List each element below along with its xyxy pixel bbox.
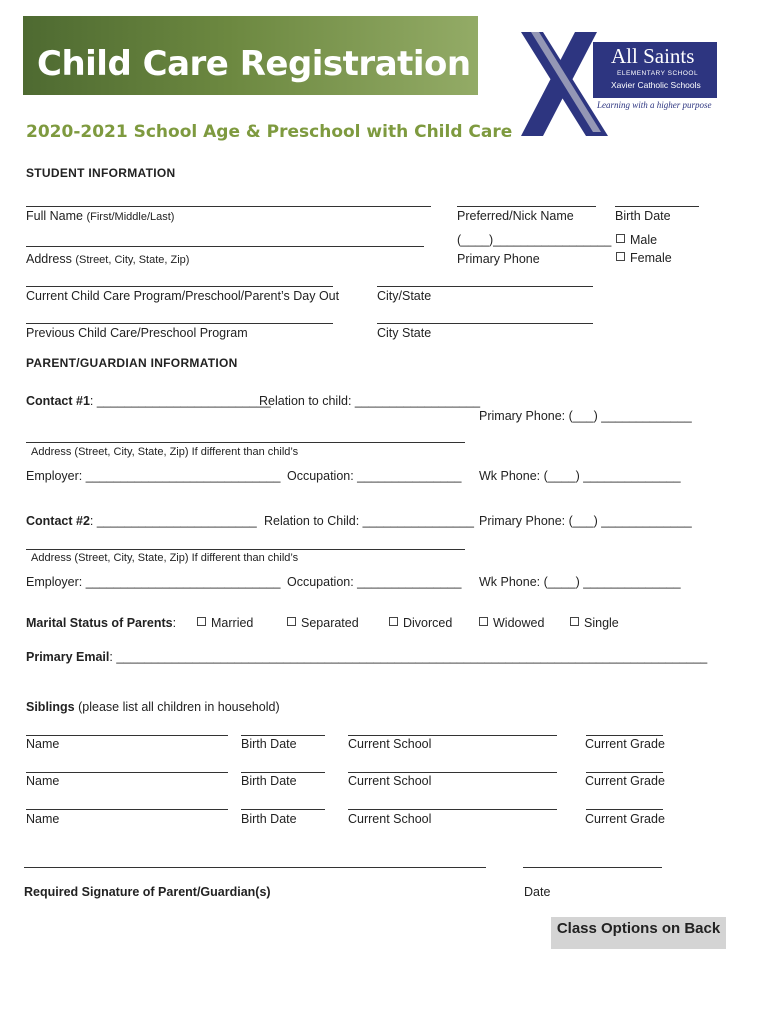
- signature-date-label: Date: [524, 885, 551, 899]
- current-city-state-field[interactable]: [377, 286, 593, 287]
- signature-field[interactable]: [24, 867, 486, 868]
- sibling3-school-field[interactable]: [348, 809, 557, 810]
- previous-program-field[interactable]: [26, 323, 333, 324]
- widowed-checkbox[interactable]: [479, 617, 488, 626]
- contact1-field[interactable]: Contact #1: _________________________: [26, 394, 271, 408]
- parent-section-heading: PARENT/GUARDIAN INFORMATION: [26, 356, 238, 370]
- current-program-label: Current Child Care Program/Preschool/Parent’s Day Out: [26, 289, 340, 303]
- contact2-address-field[interactable]: [26, 549, 465, 550]
- sibling3-grade-field[interactable]: [586, 809, 663, 810]
- female-option[interactable]: Female: [616, 251, 672, 265]
- contact2-employer-field[interactable]: Employer: ____________________________: [26, 575, 281, 589]
- married-checkbox[interactable]: [197, 617, 206, 626]
- female-checkbox[interactable]: [616, 252, 625, 261]
- sibling2-birth-field[interactable]: [241, 772, 325, 773]
- marital-option-widowed[interactable]: Widowed: [479, 616, 544, 630]
- previous-city-state-field[interactable]: [377, 323, 593, 324]
- sibling3-school-label: Current School: [348, 812, 432, 826]
- sibling1-birth-field[interactable]: [241, 735, 325, 736]
- sibling2-grade-label: Current Grade: [585, 774, 665, 788]
- logo-subline: ELEMENTARY SCHOOL: [617, 70, 699, 77]
- contact2-field[interactable]: Contact #2: _______________________: [26, 514, 257, 528]
- contact1-primary-phone-field[interactable]: Primary Phone: (___) _____________: [479, 409, 692, 423]
- sibling1-school-field[interactable]: [348, 735, 557, 736]
- male-option[interactable]: Male: [616, 233, 657, 247]
- logo-org: Xavier Catholic Schools: [611, 80, 701, 90]
- contact2-wk-phone-field[interactable]: Wk Phone: (____) ______________: [479, 575, 681, 589]
- sibling1-birth-label: Birth Date: [241, 737, 297, 751]
- sibling2-school-field[interactable]: [348, 772, 557, 773]
- relation1-field[interactable]: Relation to child: __________________: [259, 394, 481, 408]
- contact1-occupation-field[interactable]: Occupation: _______________: [287, 469, 462, 483]
- preferred-name-label: Preferred/Nick Name: [457, 209, 574, 223]
- form-subtitle: 2020-2021 School Age & Preschool with Child Care: [26, 122, 513, 142]
- sibling2-school-label: Current School: [348, 774, 432, 788]
- primary-phone-label: Primary Phone: [457, 252, 540, 266]
- class-options-button[interactable]: Class Options on Back: [551, 917, 726, 949]
- sibling2-grade-field[interactable]: [586, 772, 663, 773]
- sibling1-name-field[interactable]: [26, 735, 228, 736]
- logo-name: All Saints: [611, 44, 695, 68]
- primary-phone-field[interactable]: (____)_________________: [457, 233, 612, 247]
- contact1-employer-field[interactable]: Employer: ____________________________: [26, 469, 281, 483]
- current-city-state-label: City/State: [377, 289, 432, 303]
- student-section-heading: STUDENT INFORMATION: [26, 166, 176, 180]
- birth-date-label: Birth Date: [615, 209, 671, 223]
- previous-city-state-label: City State: [377, 326, 432, 340]
- preferred-name-field[interactable]: [457, 206, 596, 207]
- full-name-field[interactable]: [26, 206, 431, 207]
- relation2-field[interactable]: Relation to Child: ________________: [264, 514, 474, 528]
- marital-option-married[interactable]: Married: [197, 616, 253, 630]
- contact2-occupation-field[interactable]: Occupation: _______________: [287, 575, 462, 589]
- contact2-primary-phone-field[interactable]: Primary Phone: (___) _____________: [479, 514, 692, 528]
- marital-option-divorced[interactable]: Divorced: [389, 616, 452, 630]
- marital-status-label: Marital Status of Parents:: [26, 616, 177, 630]
- siblings-label: Siblings (please list all children in household): [26, 700, 280, 714]
- separated-checkbox[interactable]: [287, 617, 296, 626]
- contact1-wk-phone-field[interactable]: Wk Phone: (____) ______________: [479, 469, 681, 483]
- contact1-address-field[interactable]: [26, 442, 465, 443]
- previous-program-label: Previous Child Care/Preschool Program: [26, 326, 248, 340]
- birth-date-field[interactable]: [615, 206, 699, 207]
- sibling3-birth-field[interactable]: [241, 809, 325, 810]
- sibling3-grade-label: Current Grade: [585, 812, 665, 826]
- sibling1-name-label: Name: [26, 737, 60, 751]
- primary-email-field[interactable]: Primary Email: _____________________________________________________________________________________: [26, 650, 708, 664]
- divorced-checkbox[interactable]: [389, 617, 398, 626]
- sibling2-name-field[interactable]: [26, 772, 228, 773]
- school-logo: [513, 28, 743, 140]
- marital-option-separated[interactable]: Separated: [287, 616, 359, 630]
- title-banner: [23, 16, 478, 95]
- signature-label: Required Signature of Parent/Guardian(s): [24, 885, 271, 899]
- sibling1-grade-field[interactable]: [586, 735, 663, 736]
- sibling3-name-label: Name: [26, 812, 60, 826]
- contact1-address-label: Address (Street, City, State, Zip) If different than child’s: [31, 446, 299, 458]
- page-title: Child Care Registration: [37, 44, 471, 84]
- logo-tagline: Learning with a higher purpose: [597, 100, 712, 110]
- sibling3-name-field[interactable]: [26, 809, 228, 810]
- contact2-address-label: Address (Street, City, State, Zip) If different than child’s: [31, 552, 299, 564]
- address-label: Address (Street, City, State, Zip): [26, 252, 190, 266]
- single-checkbox[interactable]: [570, 617, 579, 626]
- full-name-label: Full Name (First/Middle/Last): [26, 209, 175, 223]
- address-field[interactable]: [26, 246, 424, 247]
- sibling1-school-label: Current School: [348, 737, 432, 751]
- sibling3-birth-label: Birth Date: [241, 812, 297, 826]
- current-program-field[interactable]: [26, 286, 333, 287]
- sibling2-name-label: Name: [26, 774, 60, 788]
- signature-date-field[interactable]: [523, 867, 662, 868]
- sibling2-birth-label: Birth Date: [241, 774, 297, 788]
- marital-option-single[interactable]: Single: [570, 616, 619, 630]
- sibling1-grade-label: Current Grade: [585, 737, 665, 751]
- male-checkbox[interactable]: [616, 234, 625, 243]
